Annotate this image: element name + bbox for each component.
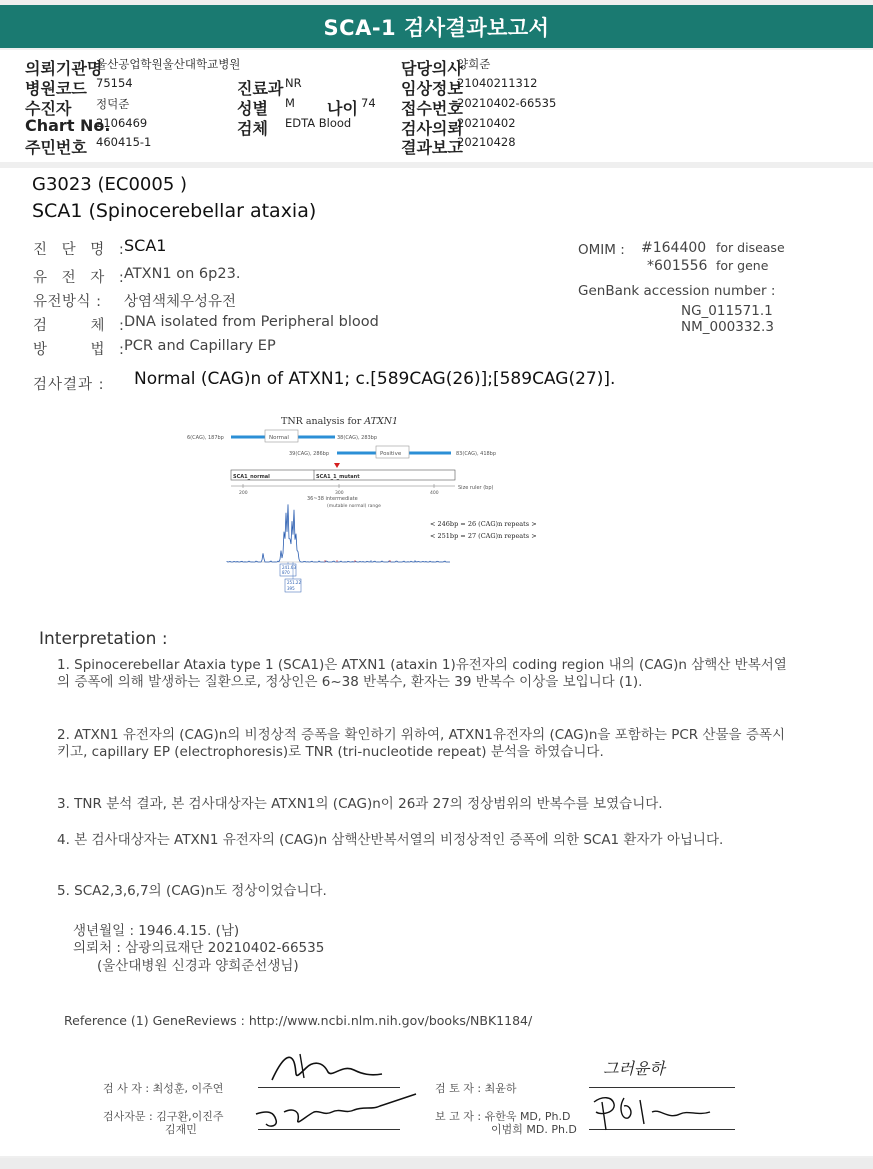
genbank-label: GenBank accession number : xyxy=(578,283,776,299)
receipt-value: 20210402-66535 xyxy=(457,96,557,110)
report-date-label: 결과보고 xyxy=(401,138,463,157)
report-title: SCA-1 검사결과보고서 xyxy=(0,5,873,48)
omim-gene-id: *601556 xyxy=(647,258,708,274)
omim-label: OMIM : xyxy=(578,242,625,258)
doctor-value: 양희준 xyxy=(457,57,491,71)
footer-strip xyxy=(0,1158,873,1169)
size-ruler-label: Size ruler (bp) xyxy=(458,485,494,491)
test-code-sub: (EC0005 ) xyxy=(97,174,188,195)
positive-box-label: Positive xyxy=(380,451,402,457)
specimen-type-label: 검 체 : xyxy=(33,318,129,334)
electropherogram-trace xyxy=(227,504,450,562)
tester-signature xyxy=(262,1048,392,1088)
specimen-type-value: DNA isolated from Peripheral blood xyxy=(124,314,379,330)
reviewer-label: 검 토 자 : 최윤하 xyxy=(435,1082,517,1095)
ruler-tick-label: 400 xyxy=(430,491,439,496)
patient-birth: 생년월일 : 1946.4.15. (남) xyxy=(73,923,240,939)
omim-disease-id: #164400 xyxy=(641,240,707,256)
request-label: 검사의뢰 xyxy=(401,119,463,138)
gene-label: 유 전 자 : xyxy=(33,270,129,286)
ruler-tick-label: 300 xyxy=(335,491,344,496)
genbank-nm: NM_000332.3 xyxy=(681,319,774,335)
inheritance-value: 상염색체우성유전 xyxy=(124,294,237,310)
patient-value: 정덕준 xyxy=(96,97,130,111)
rrn-value: 460415-1 xyxy=(96,135,152,149)
interpretation-p4: 4. 본 검사대상자는 ATXN1 유전자의 (CAG)n 삼핵산반복서열의 비정상적인 증폭에 의한 SCA1 환자가 아닙니다. xyxy=(57,832,724,848)
interpretation-p5: 5. SCA2,3,6,7의 (CAG)n도 정상이었습니다. xyxy=(57,883,327,899)
result-label: 검사결과 : xyxy=(33,377,105,393)
doctor-label: 담당의사 xyxy=(401,59,463,78)
intermediate-label-1: 36~38 intermediate xyxy=(307,496,358,502)
reference: Reference (1) GeneReviews : http://www.ncbi.nlm.nih.gov/books/NBK1184/ xyxy=(64,1013,533,1028)
reporter-label-2: 이범희 MD. Ph.D xyxy=(491,1123,577,1136)
institution-value: 울산공업학원울산대학교병원 xyxy=(96,57,241,71)
interpretation-p1: 1. Spinocerebellar Ataxia type 1 (SCA1)은 ATXN1 (ataxin 1)유전자의 coding region 내의 (CAG)n 삼핵산 반복서열의 증폭에 의해 발생하는 질환으로, 정상인은 6~38 반복수, 환자는 39 반복수 이상을 보입니다 (1). xyxy=(57,657,787,690)
peak-label-1b: 870 xyxy=(282,570,290,575)
peak-label-2a: 251.22 xyxy=(287,580,301,585)
repeat-label-2: < 251bp = 27 (CAG)n repeats > xyxy=(430,532,537,540)
report-body xyxy=(0,168,873,1156)
age-value: 74 xyxy=(361,96,376,110)
figure-title: TNR analysis for ATXN1 xyxy=(281,416,399,427)
tester-label: 검 사 자 : 최성훈, 이주연 xyxy=(103,1082,224,1095)
clinical-info-value: 21040211312 xyxy=(457,76,538,90)
normal-right-label: 38(CAG), 283bp xyxy=(337,435,378,441)
institution-label: 의뢰기관명 xyxy=(25,59,103,78)
age-label: 나이 xyxy=(327,99,358,118)
reporter-signature xyxy=(588,1090,718,1134)
dept-label: 진료과 xyxy=(237,79,284,98)
bar-mutant-label: SCA1_1_mutant xyxy=(316,474,360,480)
clinical-info-label: 임상정보 xyxy=(401,79,463,98)
patient-label: 수진자 xyxy=(25,99,72,118)
chart-value: 2106469 xyxy=(96,116,148,130)
rrn-label: 주민번호 xyxy=(25,138,87,157)
diagnosis-label: 진 단 명 : xyxy=(33,242,129,258)
omim-disease-note: for disease xyxy=(716,240,785,255)
patient-info-box xyxy=(0,50,873,162)
cutoff-marker-icon xyxy=(334,463,340,468)
interpretation-title: Interpretation : xyxy=(39,629,168,649)
diagnosis-value: SCA1 xyxy=(124,236,167,255)
specimen-value: EDTA Blood xyxy=(285,116,352,130)
inheritance-label: 유전방식 : xyxy=(33,294,102,310)
specimen-label: 검체 xyxy=(237,119,268,138)
ruler-tick-label: 200 xyxy=(239,491,248,496)
advisor-label-2: 김재민 xyxy=(165,1123,197,1136)
test-code-id: G3023 xyxy=(32,174,92,195)
gene-value: ATXN1 on 6p23. xyxy=(124,266,241,282)
method-value: PCR and Capillary EP xyxy=(124,338,276,354)
chart-label: Chart No. xyxy=(25,116,111,135)
receipt-label: 접수번호 xyxy=(401,99,463,118)
tnr-analysis-figure xyxy=(185,408,565,598)
reviewer-signature: 그러윤하 xyxy=(603,1059,665,1078)
hospital-code-label: 병원코드 xyxy=(25,79,87,98)
omim-gene-note: for gene xyxy=(716,258,769,273)
test-code xyxy=(32,174,187,195)
intermediate-label-2: (mutable normal) range xyxy=(327,504,381,509)
patient-requester-detail: (울산대병원 신경과 양희준선생님) xyxy=(97,958,299,974)
reporter-label: 보 고 자 : 유한욱 MD, Ph.D xyxy=(435,1110,571,1123)
positive-left-label: 39(CAG), 286bp xyxy=(289,451,330,457)
bar-normal-label: SCA1_normal xyxy=(233,474,270,480)
genbank-ng: NG_011571.1 xyxy=(681,303,773,319)
peak-label-2b: 395 xyxy=(287,586,295,591)
interpretation-p2: 2. ATXN1 유전자의 (CAG)n의 비정상적 증폭을 확인하기 위하여, ATXN1유전자의 (CAG)n을 포함하는 PCR 산물을 증폭시키고, capillary EP (electrophoresis)로 TNR (tri-nucleotide repeat) 분석을 하였습니다. xyxy=(57,727,785,760)
normal-left-label: 6(CAG), 187bp xyxy=(187,435,224,441)
dept-value: NR xyxy=(285,76,302,90)
interpretation-p3: 3. TNR 분석 결과, 본 검사대상자는 ATXN1의 (CAG)n이 26과 27의 정상범위의 반복수를 보였습니다. xyxy=(57,796,663,812)
method-label: 방 법 : xyxy=(33,342,129,358)
advisor-label: 검사자문 : 김구환,이진주 xyxy=(103,1110,224,1123)
report-date-value: 20210428 xyxy=(457,135,516,149)
patient-requester: 의뢰처 : 삼광의료재단 20210402-66535 xyxy=(73,940,325,956)
positive-right-label: 83(CAG), 418bp xyxy=(456,451,497,457)
repeat-label-1: < 246bp = 26 (CAG)n repeats > xyxy=(430,520,537,528)
peak-label-1a: 241.63 xyxy=(282,565,296,570)
hospital-code-value: 75154 xyxy=(96,76,133,90)
request-value: 20210402 xyxy=(457,116,516,130)
advisor-signature xyxy=(248,1090,423,1134)
test-name: SCA1 (Spinocerebellar ataxia) xyxy=(32,200,317,222)
result-value: Normal (CAG)n of ATXN1; c.[589CAG(26)];[589CAG(27)]. xyxy=(134,369,616,389)
normal-box-label: Normal xyxy=(269,435,289,441)
sex-label: 성별 xyxy=(237,99,268,118)
sex-value: M xyxy=(285,96,295,110)
